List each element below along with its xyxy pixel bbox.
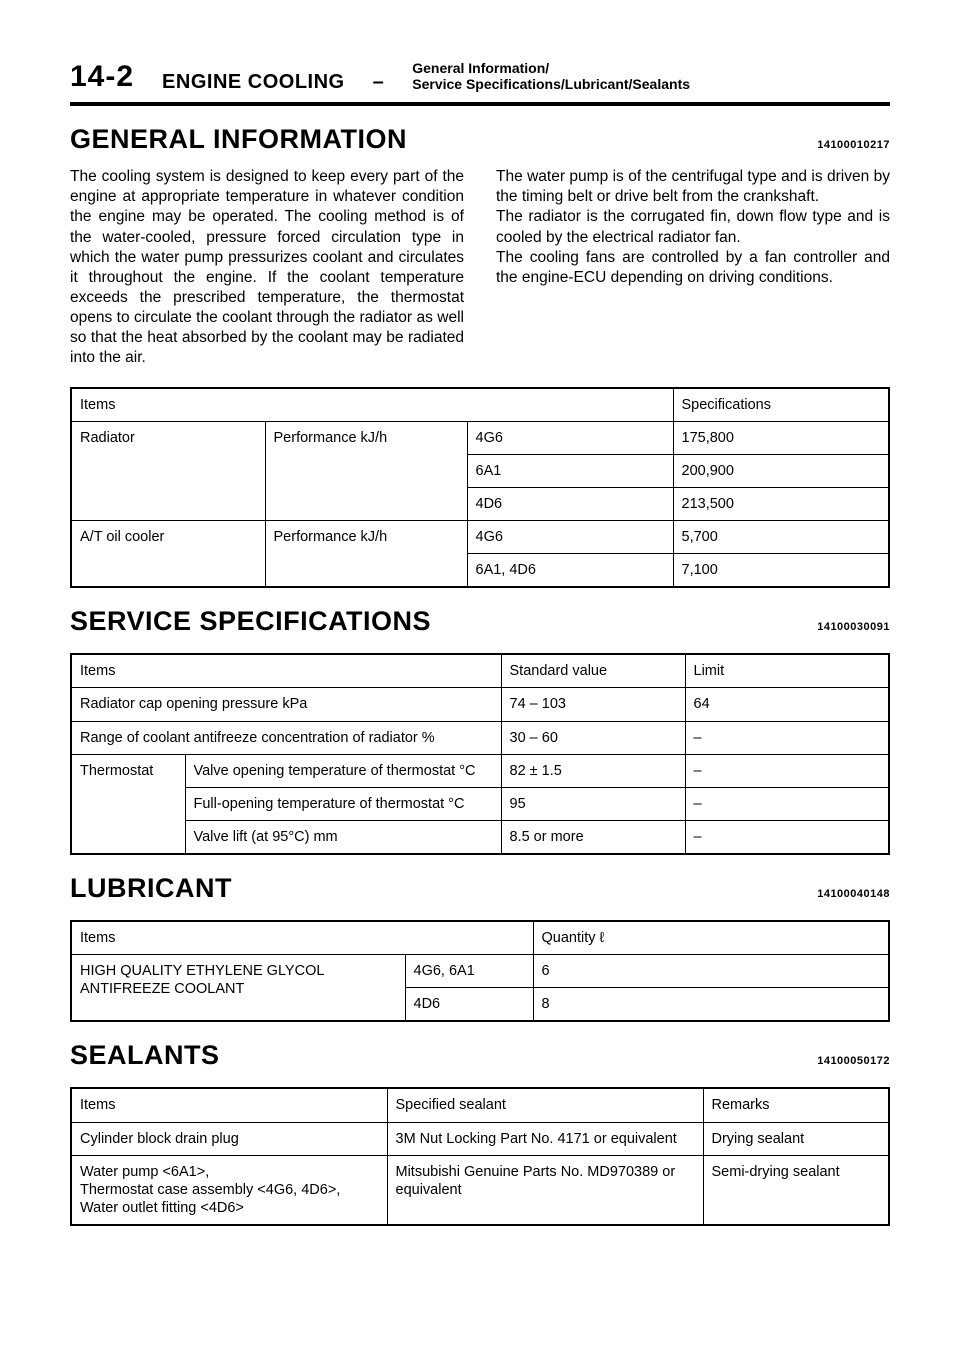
engine-cell: 6A1 bbox=[467, 454, 673, 487]
table-row bbox=[71, 787, 889, 820]
value-cell: 200,900 bbox=[673, 454, 889, 487]
item-line: Thermostat case assembly <4G6, 4D6>, bbox=[80, 1181, 341, 1198]
sealants-table bbox=[70, 1087, 890, 1226]
lubricant-heading bbox=[70, 875, 890, 902]
right-column bbox=[496, 167, 890, 368]
item-cell: Range of coolant antifreeze concentration of radiator % bbox=[71, 721, 501, 754]
right-paragraph-1: The water pump is of the centrifugal type and is driven by the timing belt or drive belt from the crankshaft. bbox=[496, 168, 890, 206]
quantity-cell: 6 bbox=[533, 955, 889, 988]
table-row bbox=[71, 654, 889, 688]
header-subtitle bbox=[412, 60, 690, 92]
table-header-specifications: Specifications bbox=[673, 388, 889, 422]
table-row bbox=[71, 1088, 889, 1122]
limit-cell: – bbox=[685, 787, 889, 820]
table-row bbox=[71, 521, 889, 554]
general-information-title: GENERAL INFORMATION bbox=[70, 124, 407, 155]
general-information-code: 14100010217 bbox=[817, 139, 890, 152]
table-header-quantity: Quantity ℓ bbox=[533, 921, 889, 955]
sealants-code: 14100050172 bbox=[817, 1055, 890, 1068]
radiator-label: Radiator bbox=[71, 421, 265, 520]
engine-cell: 6A1, 4D6 bbox=[467, 554, 673, 588]
header-subtitle-line2: Service Specifications/Lubricant/Sealants bbox=[412, 76, 691, 93]
service-specifications-code: 14100030091 bbox=[817, 621, 890, 634]
table-header-items: Items bbox=[71, 1088, 387, 1122]
header-dash: – bbox=[372, 71, 385, 94]
table-row bbox=[71, 688, 889, 721]
left-paragraph: The cooling system is designed to keep every part of the engine at appropriate temperature in whatever condition the engine may be operated. The cooling method is of the water-cooled, pressure forced circulation type in which the water pump pressurizes coolant and circulates it throughout the engine. If the coolant temperature exceeds the prescribed temperature, the thermostat opens to circulate the coolant through the radiator as well so that the heat absorbed by the coolant may be radiated into the air. bbox=[70, 168, 464, 367]
table-header-sealant: Specified sealant bbox=[387, 1088, 703, 1122]
value-cell: 7,100 bbox=[673, 554, 889, 588]
general-information-table bbox=[70, 387, 890, 589]
table-row bbox=[71, 820, 889, 854]
sealants-title: SEALANTS bbox=[70, 1040, 220, 1071]
limit-cell: – bbox=[685, 754, 889, 787]
standard-cell: 74 – 103 bbox=[501, 688, 685, 721]
service-specifications-table bbox=[70, 653, 890, 855]
table-row bbox=[71, 421, 889, 454]
item-cell: Cylinder block drain plug bbox=[71, 1122, 387, 1155]
lubricant-item: HIGH QUALITY ETHYLENE GLYCOL ANTIFREEZE COOLANT bbox=[71, 955, 405, 1022]
engine-cell: 4D6 bbox=[467, 487, 673, 520]
oil-cooler-performance-label: Performance kJ/h bbox=[265, 521, 467, 588]
table-header-items: Items bbox=[71, 921, 533, 955]
item-cell bbox=[71, 1155, 387, 1225]
limit-cell: – bbox=[685, 721, 889, 754]
remarks-cell: Drying sealant bbox=[703, 1122, 889, 1155]
lubricant-table bbox=[70, 920, 890, 1022]
right-paragraph-3: The cooling fans are controlled by a fan controller and the engine-ECU depending on driving conditions. bbox=[496, 248, 890, 286]
value-cell: 5,700 bbox=[673, 521, 889, 554]
service-specifications-title: SERVICE SPECIFICATIONS bbox=[70, 606, 432, 637]
page-number: 14-2 bbox=[70, 60, 135, 94]
header-subtitle-line1: General Information/ bbox=[412, 60, 550, 76]
sealant-cell: 3M Nut Locking Part No. 4171 or equivalent bbox=[387, 1122, 703, 1155]
remarks-cell: Semi-drying sealant bbox=[703, 1155, 889, 1225]
at-oil-cooler-label: A/T oil cooler bbox=[71, 521, 265, 588]
sealant-cell: Mitsubishi Genuine Parts No. MD970389 or equivalent bbox=[387, 1155, 703, 1225]
table-row bbox=[71, 388, 889, 422]
standard-cell: 82 ± 1.5 bbox=[501, 754, 685, 787]
item-cell: Full-opening temperature of thermostat °C bbox=[185, 787, 501, 820]
item-line: Water pump <6A1>, bbox=[80, 1163, 210, 1180]
header-section-title: ENGINE COOLING bbox=[162, 71, 345, 94]
item-cell: Radiator cap opening pressure kPa bbox=[71, 688, 501, 721]
table-row bbox=[71, 754, 889, 787]
lubricant-title: LUBRICANT bbox=[70, 873, 232, 904]
value-cell: 213,500 bbox=[673, 487, 889, 520]
general-information-heading bbox=[70, 126, 890, 153]
item-line: Water outlet fitting <4D6> bbox=[80, 1199, 244, 1216]
engine-cell: 4G6 bbox=[467, 421, 673, 454]
value-cell: 175,800 bbox=[673, 421, 889, 454]
table-row bbox=[71, 955, 889, 988]
table-header-remarks: Remarks bbox=[703, 1088, 889, 1122]
right-paragraph-2: The radiator is the corrugated fin, down flow type and is cooled by the electrical radiator fan. bbox=[496, 208, 890, 246]
item-cell: Valve lift (at 95°C) mm bbox=[185, 820, 501, 854]
general-information-text bbox=[70, 167, 890, 368]
standard-cell: 95 bbox=[501, 787, 685, 820]
service-specifications-heading bbox=[70, 608, 890, 635]
page-header bbox=[70, 60, 890, 106]
table-row bbox=[71, 921, 889, 955]
table-row bbox=[71, 721, 889, 754]
lubricant-code: 14100040148 bbox=[817, 888, 890, 901]
engine-cell: 4G6, 6A1 bbox=[405, 955, 533, 988]
standard-cell: 8.5 or more bbox=[501, 820, 685, 854]
table-row bbox=[71, 1155, 889, 1225]
engine-cell: 4D6 bbox=[405, 988, 533, 1022]
table-header-items: Items bbox=[71, 388, 673, 422]
engine-cell: 4G6 bbox=[467, 521, 673, 554]
limit-cell: 64 bbox=[685, 688, 889, 721]
quantity-cell: 8 bbox=[533, 988, 889, 1022]
left-column bbox=[70, 167, 464, 368]
standard-cell: 30 – 60 bbox=[501, 721, 685, 754]
radiator-performance-label: Performance kJ/h bbox=[265, 421, 467, 520]
thermostat-label: Thermostat bbox=[71, 754, 185, 854]
table-row bbox=[71, 1122, 889, 1155]
sealants-heading bbox=[70, 1042, 890, 1069]
table-header-limit: Limit bbox=[685, 654, 889, 688]
table-header-standard: Standard value bbox=[501, 654, 685, 688]
item-cell: Valve opening temperature of thermostat °C bbox=[185, 754, 501, 787]
table-header-items: Items bbox=[71, 654, 501, 688]
limit-cell: – bbox=[685, 820, 889, 854]
